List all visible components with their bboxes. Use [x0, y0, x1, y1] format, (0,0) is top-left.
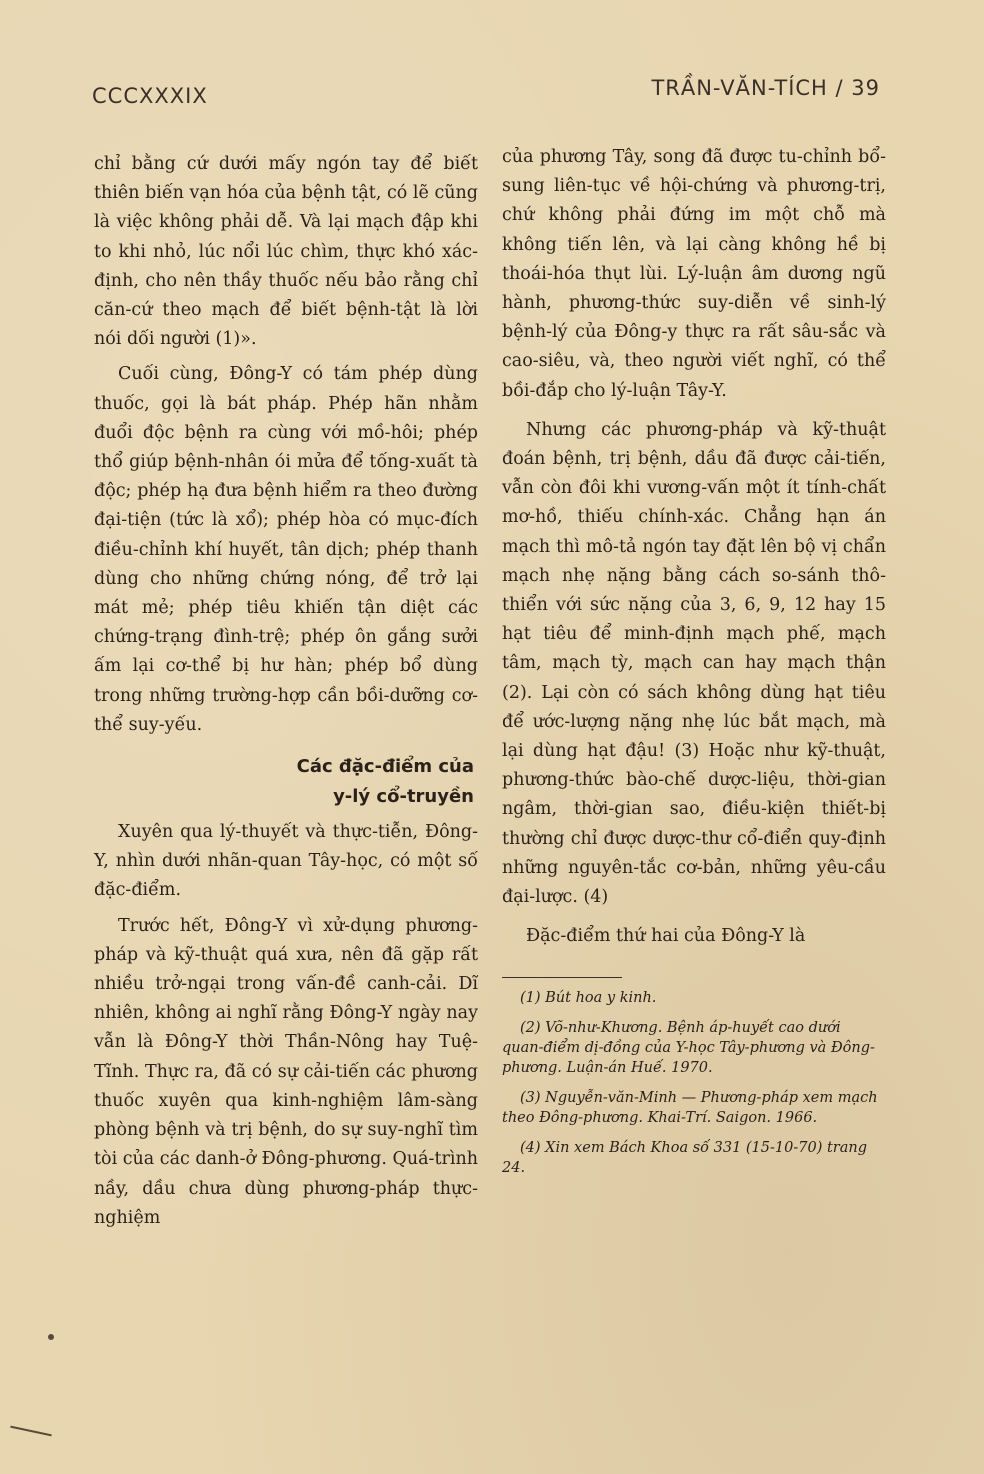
footnote: (2) Võ-như-Khương. Bệnh áp-huyết cao dưới quan-điểm dị-đồng của Y-học Tây-phương và Đông-phương. Luận-án Huế. 1970.: [502, 1020, 875, 1077]
section-heading: [94, 752, 474, 812]
footnote-divider: [502, 977, 622, 978]
page-section-number: CCCXXXIX: [92, 84, 208, 108]
footnote: (1) Bút hoa y kinh.: [520, 990, 657, 1007]
paragraph: Đặc-điểm thứ hai của Đông-Y là: [526, 926, 806, 947]
footnote: (3) Nguyễn-văn-Minh — Phương-pháp xem mạch theo Đông-phương. Khai-Trí. Saigon. 1966.: [502, 1090, 878, 1127]
footnotes: [502, 988, 886, 1178]
ink-dot-mark: [48, 1334, 54, 1340]
paragraph: Nhưng các phương-pháp và kỹ-thuật đoán bệnh, trị bệnh, dầu đã được cải-tiến, vẫn còn đôi khi vương-vấn một ít tính-chất mơ-hồ, thiếu chính-xác. Chẳng hạn án mạch thì mô-tả ngón tay đặt lên bộ vị chẩn mạch nhẹ nặng bằng cách so-sánh thô-thiển với sức nặng của 3, 6, 9, 12 hay 15 hạt tiêu để minh-định mạch phế, mạch tâm, mạch tỳ, mạch can hay mạch thận (2). Lại còn có sách không dùng hạt tiêu để ước-lượng nặng nhẹ lúc bắt mạch, mà lại dùng hạt đậu! (3) Hoặc như kỹ-thuật, phương-thức bào-chế dược-liệu, thời-gian ngâm, thời-gian sao, điều-kiện thiết-bị thường chỉ được dược-thư cổ-điển quy-định những nguyên-tắc cơ-bản, những yêu-cầu đại-lược. (4): [502, 419, 886, 908]
paragraph: chỉ bằng cứ dưới mấy ngón tay để biết thiên biến vạn hóa của bệnh tật, có lẽ cũng là việc không phải dễ. Và lại mạch đập khi to khi nhỏ, lúc nổi lúc chìm, thực khó xác-định, cho nên thầy thuốc nếu bảo rằng chỉ căn-cứ theo mạch để biết bệnh-tật là lời nói dối người (1)».: [94, 154, 478, 350]
section-heading-line: y-lý cổ-truyền: [333, 786, 474, 808]
paragraph: Trước hết, Đông-Y vì xử-dụng phương-pháp và kỹ-thuật quá xưa, nên đã gặp rất nhiều trở-ngại trong vấn-đề canh-cải. Dĩ nhiên, không ai nghĩ rằng Đông-Y ngày nay vẫn là Đông-Y thời Thần-Nông hay Tuệ-Tĩnh. Thực ra, đã có sự cải-tiến các phương thuốc xuyên qua kinh-nghiệm lâm-sàng phòng bệnh và trị bệnh, do sự suy-nghĩ tìm tòi của các danh-ở Đông-phương. Quá-trình nầy, dầu chưa dùng phương-pháp thực-nghiệm: [94, 915, 479, 1228]
left-column: [94, 150, 478, 1233]
right-column: [502, 143, 886, 1188]
running-header: TRẦN-VĂN-TÍCH / 39: [651, 76, 880, 100]
section-heading-line: Các đặc-điểm của: [296, 756, 474, 778]
paragraph: Xuyên qua lý-thuyết và thực-tiễn, Đông-Y, nhìn dưới nhãn-quan Tây-học, có một số đặc-điểm.: [94, 822, 478, 901]
page-scratch-mark: [10, 1426, 51, 1437]
paragraph: của phương Tây, song đã được tu-chỉnh bổ-sung liên-tục về hội-chứng và phương-trị, chứ không phải đứng im một chỗ mà không tiến lên, và lại càng không hề bị thoái-hóa thụt lùi. Lý-luận âm dương ngũ hành, phương-thức suy-diễn về sinh-lý bệnh-lý của Đông-y thực ra rất sâu-sắc và cao-siêu, và, theo người viết nghĩ, có thể bồi-đắp cho lý-luận Tây-Y.: [502, 147, 886, 401]
paragraph: Cuối cùng, Đông-Y có tám phép dùng thuốc, gọi là bát pháp. Phép hãn nhằm đuổi độc bệnh ra cùng với mồ-hôi; phép thổ giúp bệnh-nhân ói mửa để tống-xuất tà độc; phép hạ đưa bệnh hiểm ra theo đường đại-tiện (tức là xổ); phép hòa có mục-đích điều-chỉnh khí huyết, tân dịch; phép thanh dùng cho những chứng nóng, để trở lại mát mẻ; phép tiêu khiến tận diệt các chứng-trạng đình-trệ; phép ôn gắng sưởi ấm lại cơ-thể bị hư hàn; phép bổ dùng trong những trường-hợp cần bồi-dưỡng cơ-thể suy-yếu.: [94, 364, 478, 735]
footnote: (4) Xin xem Bách Khoa số 331 (15-10-70) trang 24.: [502, 1140, 868, 1177]
